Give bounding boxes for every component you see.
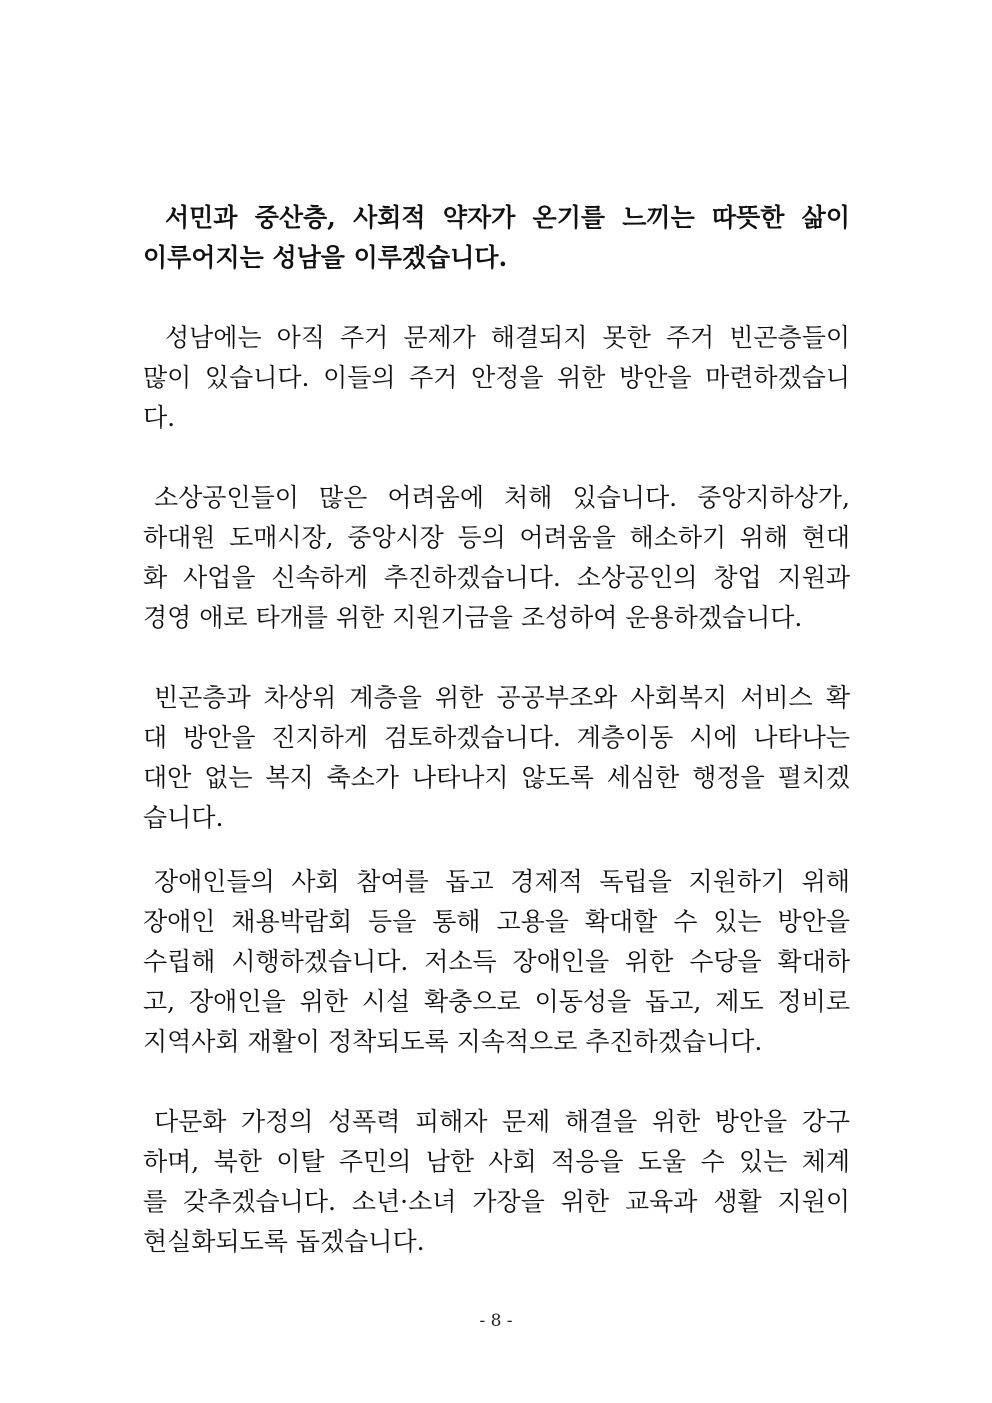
paragraph-3-line-2: 하대원 도매시장, 중앙시장 등의 어려움을 해소하기 위해 현대 (143, 523, 850, 552)
paragraph-4-line-4: 습니다. (143, 803, 224, 832)
paragraph-5-line-5: 지역사회 재활이 정착되도록 지속적으로 추진하겠습니다. (143, 1027, 763, 1056)
paragraph-1-line-2: 이루어지는 성남을 이루겠습니다. (143, 243, 508, 272)
paragraph-6-line-2: 하며, 북한 이탈 주민의 남한 사회 적응을 도울 수 있는 체계 (143, 1147, 850, 1176)
paragraph-5-line-3: 수립해 시행하겠습니다. 저소득 장애인을 위한 수당을 확대하 (143, 947, 850, 976)
paragraph-5-line-4: 고, 장애인을 위한 시설 확충으로 이동성을 돕고, 제도 정비로 (143, 987, 850, 1016)
paragraph-5-line-1: 장애인들의 사회 참여를 돕고 경제적 독립을 지원하기 위해 (154, 867, 850, 896)
paragraph-2-line-2: 많이 있습니다. 이들의 주거 안정을 위한 방안을 마련하겠습니 (143, 363, 850, 392)
paragraph-2-line-1: 성남에는 아직 주거 문제가 해결되지 못한 주거 빈곤층들이 (165, 323, 850, 352)
paragraph-4-line-1: 빈곤층과 차상위 계층을 위한 공공부조와 사회복지 서비스 확 (154, 683, 850, 712)
paragraph-1-line-1: 서민과 중산층, 사회적 약자가 온기를 느끼는 따뜻한 삶이 (165, 203, 850, 232)
paragraph-3-line-4: 경영 애로 타개를 위한 지원기금을 조성하여 운용하겠습니다. (143, 603, 803, 632)
paragraph-6-line-1: 다문화 가정의 성폭력 피해자 문제 해결을 위한 방안을 강구 (154, 1107, 850, 1136)
paragraph-3-line-1: 소상공인들이 많은 어려움에 처해 있습니다. 중앙지하상가, (154, 483, 850, 512)
paragraph-3-line-3: 화 사업을 신속하게 추진하겠습니다. 소상공인의 창업 지원과 (143, 563, 850, 592)
paragraph-6-line-3: 를 갖추겠습니다. 소년·소녀 가장을 위한 교육과 생활 지원이 (143, 1187, 850, 1216)
paragraph-5-line-2: 장애인 채용박람회 등을 통해 고용을 확대할 수 있는 방안을 (143, 907, 850, 936)
paragraph-4-line-3: 대안 없는 복지 축소가 나타나지 않도록 세심한 행정을 펼치겠 (143, 763, 850, 792)
paragraph-2-line-3: 다. (143, 403, 176, 432)
paragraph-6-line-4: 현실화되도록 돕겠습니다. (143, 1227, 425, 1256)
page-number: - 8 - (479, 1311, 513, 1331)
paragraph-4-line-2: 대 방안을 진지하게 검토하겠습니다. 계층이동 시에 나타나는 (143, 723, 850, 752)
